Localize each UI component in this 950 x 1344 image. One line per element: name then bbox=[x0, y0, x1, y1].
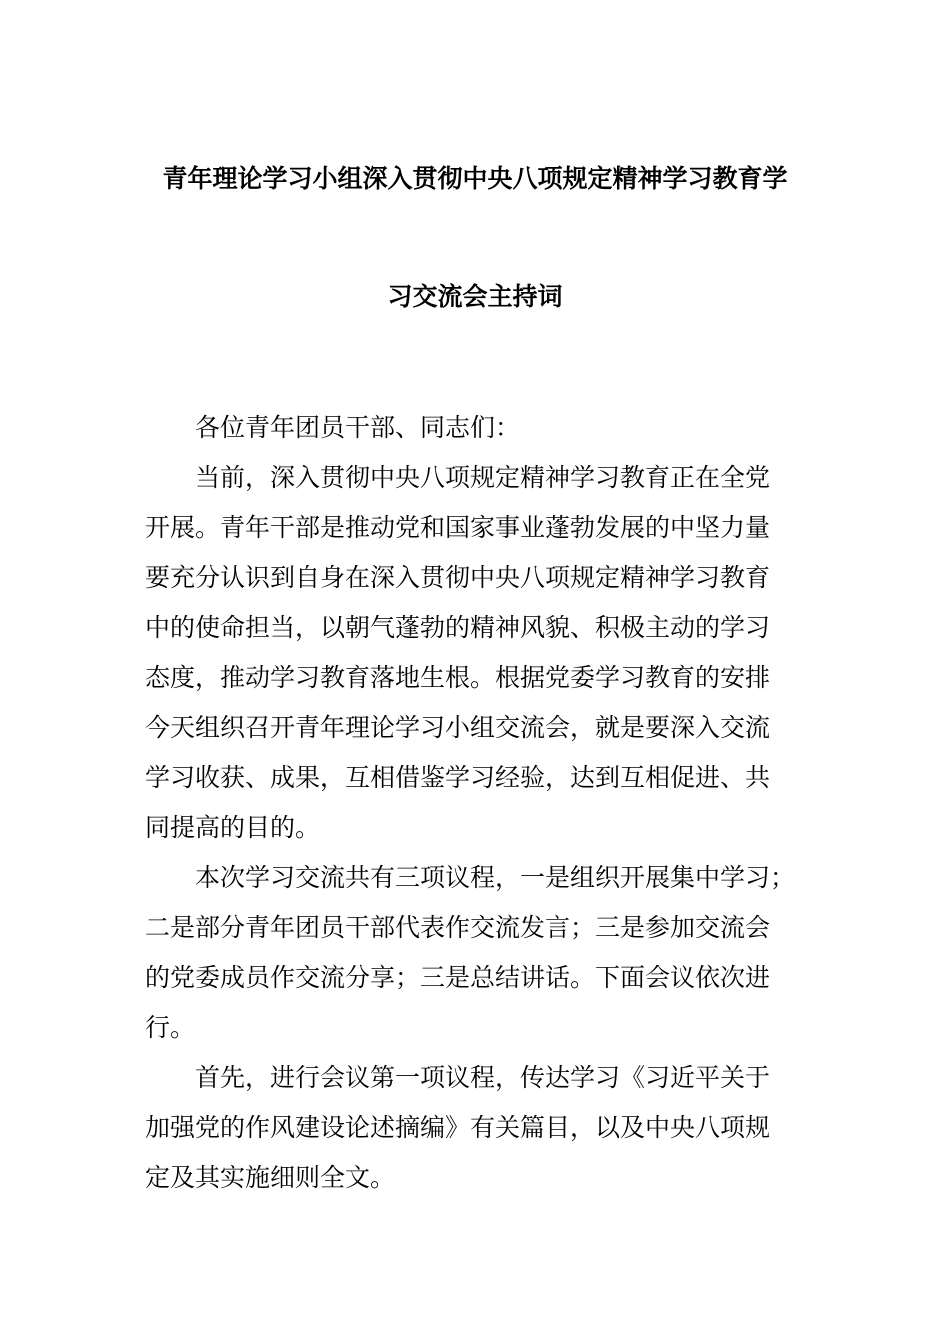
paragraph-1-line-4: 中的使命担当，以朝气蓬勃的精神风貌、积极主动的学习 bbox=[145, 613, 771, 642]
title-line-1: 青年理论学习小组深入贯彻中央八项规定精神学习教育学 bbox=[162, 164, 788, 193]
paragraph-1-line-1: 当前，深入贯彻中央八项规定精神学习教育正在全党 bbox=[195, 463, 771, 492]
body-text bbox=[145, 403, 835, 1203]
paragraph-3-line-1: 首先，进行会议第一项议程，传达学习《习近平关于 bbox=[195, 1063, 771, 1092]
paragraph-2-line-3: 的党委成员作交流分享；三是总结讲话。下面会议依次进 bbox=[145, 963, 771, 992]
paragraph-3-line-3: 定及其实施细则全文。 bbox=[145, 1163, 396, 1192]
paragraph-1-line-5: 态度，推动学习教育落地生根。根据党委学习教育的安排 bbox=[145, 663, 771, 692]
paragraph-1-line-2: 开展。青年干部是推动党和国家事业蓬勃发展的中坚力量 bbox=[145, 513, 771, 542]
title-line-2: 习交流会主持词 bbox=[387, 282, 563, 311]
paragraph-1-line-8: 同提高的目的。 bbox=[145, 813, 321, 842]
salutation: 各位青年团员干部、同志们： bbox=[195, 413, 521, 442]
paragraph-2-line-2: 二是部分青年团员干部代表作交流发言；三是参加交流会 bbox=[145, 913, 771, 942]
paragraph-3-line-2: 加强党的作风建设论述摘编》有关篇目，以及中央八项规 bbox=[145, 1113, 771, 1142]
paragraph-2-line-4: 行。 bbox=[145, 1013, 196, 1042]
paragraph-1-line-3: 要充分认识到自身在深入贯彻中央八项规定精神学习教育 bbox=[145, 563, 771, 592]
paragraph-1-line-6: 今天组织召开青年理论学习小组交流会，就是要深入交流 bbox=[145, 713, 771, 742]
paragraph-2-line-1: 本次学习交流共有三项议程，一是组织开展集中学习； bbox=[195, 863, 796, 892]
paragraph-1-line-7: 学习收获、成果，互相借鉴学习经验，达到互相促进、共 bbox=[145, 763, 771, 792]
